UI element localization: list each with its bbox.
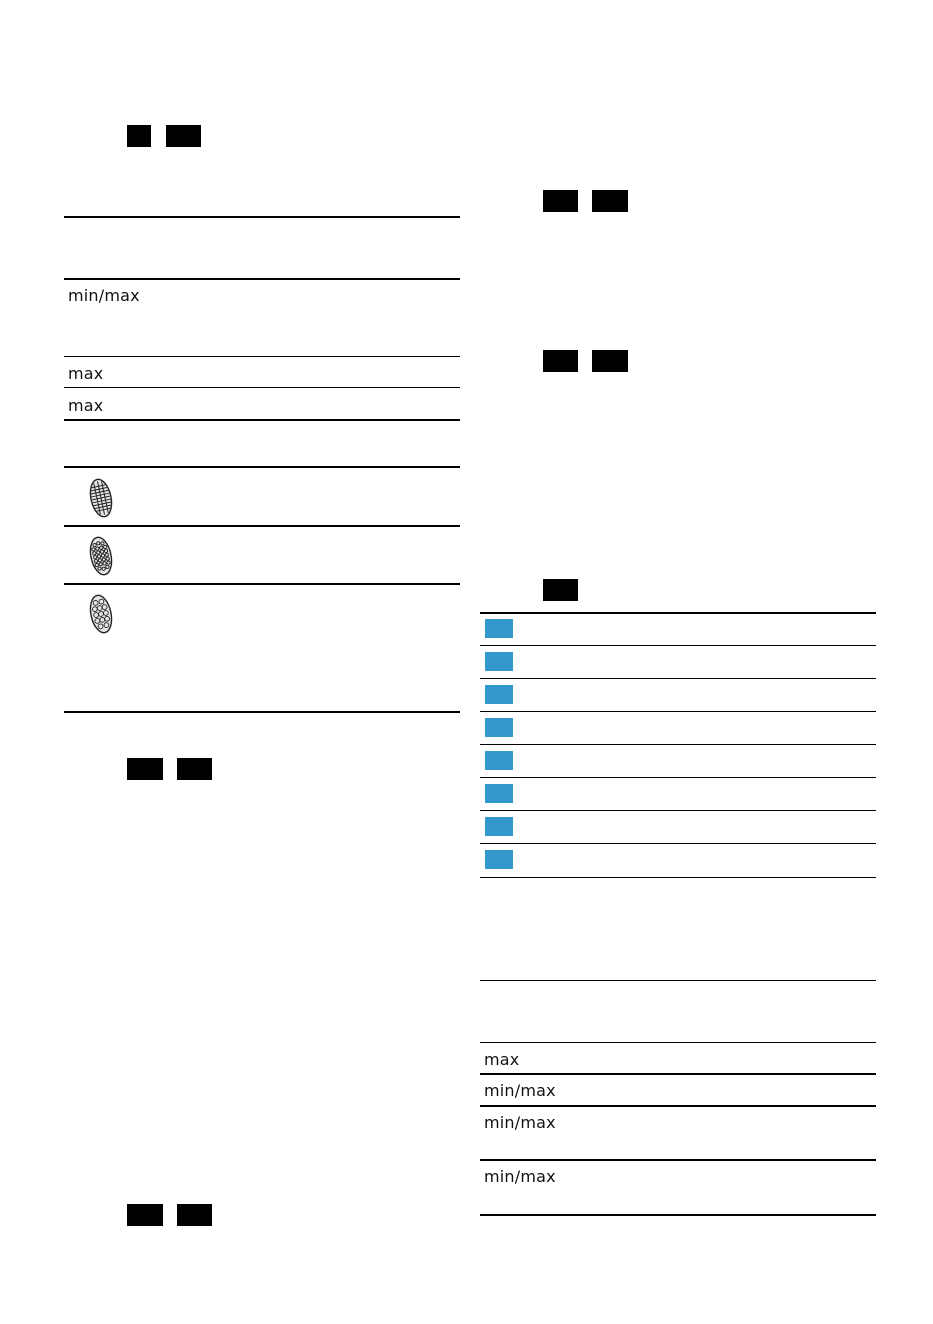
table-rule <box>64 525 460 527</box>
table-rule <box>480 1073 876 1075</box>
table-rule <box>480 645 876 646</box>
section-marker-1b <box>166 125 201 147</box>
section-marker-2a <box>127 758 163 780</box>
table-row-label: min/max <box>68 286 140 305</box>
blue-marker <box>485 718 513 737</box>
table-rule <box>480 1159 876 1161</box>
table-rule <box>480 810 876 811</box>
blue-marker <box>485 619 513 638</box>
section-marker-4a <box>543 190 578 212</box>
blue-marker <box>485 784 513 803</box>
table-row-label: min/max <box>484 1113 556 1132</box>
table-row-label: max <box>68 364 104 383</box>
section-marker-1a <box>127 125 151 147</box>
table-rule <box>480 877 876 878</box>
section-marker-6 <box>543 579 578 601</box>
table-rule <box>480 678 876 679</box>
blue-marker <box>485 751 513 770</box>
table-rule <box>64 387 460 388</box>
section-marker-3b <box>177 1204 212 1226</box>
table-rule <box>480 711 876 712</box>
table-rule <box>480 980 876 981</box>
blue-marker <box>485 817 513 836</box>
table-row-label: max <box>484 1050 520 1069</box>
section-marker-3a <box>127 1204 163 1226</box>
blue-marker <box>485 652 513 671</box>
table-row-label: min/max <box>484 1167 556 1186</box>
grinder-disc-coarse-icon <box>88 592 114 640</box>
table-rule <box>480 1042 876 1043</box>
grinder-disc-medium-icon <box>88 534 114 582</box>
section-marker-4b <box>592 190 628 212</box>
table-rule <box>480 744 876 745</box>
table-rule <box>64 356 460 357</box>
section-marker-2b <box>177 758 212 780</box>
section-marker-5a <box>543 350 578 372</box>
table-rule <box>64 278 460 280</box>
blue-marker <box>485 850 513 869</box>
section-marker-5b <box>592 350 628 372</box>
table-rule <box>64 466 460 468</box>
table-rule <box>64 583 460 585</box>
grinder-disc-fine-icon <box>88 476 114 524</box>
table-row-label: max <box>68 396 104 415</box>
table-rule <box>64 711 460 713</box>
table-row-label: min/max <box>484 1081 556 1100</box>
table-rule <box>480 1214 876 1216</box>
table-rule <box>480 612 876 614</box>
table-rule <box>480 777 876 778</box>
table-rule <box>480 843 876 844</box>
table-rule <box>64 419 460 421</box>
table-rule <box>480 1105 876 1107</box>
table-rule <box>64 216 460 218</box>
blue-marker <box>485 685 513 704</box>
